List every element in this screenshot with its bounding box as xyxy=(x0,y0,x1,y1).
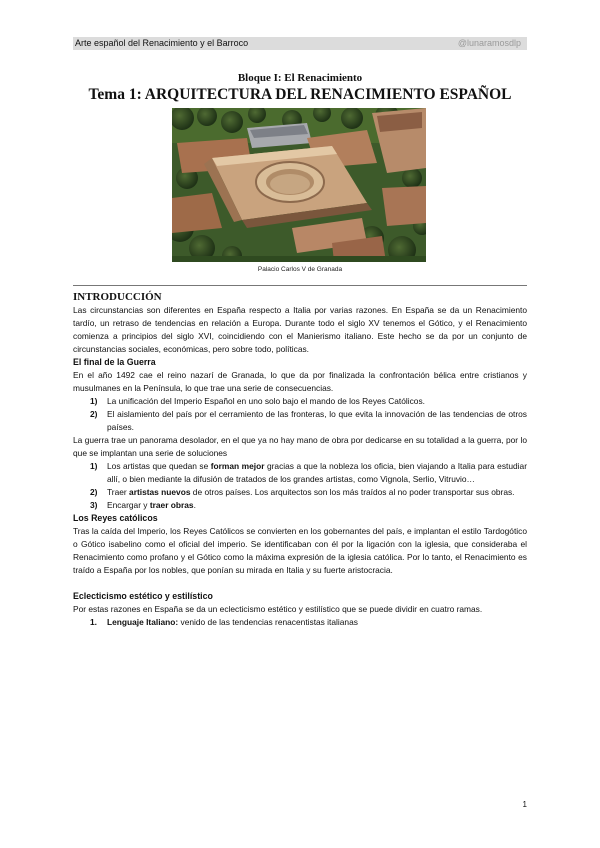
eclecticismo-paragraph: Por estas razones en España se da un eclecticismo estético y estilístico que se puede dividir en cuatro ramas. xyxy=(73,604,483,614)
heading-introduccion: INTRODUCCIÓN xyxy=(73,291,162,303)
list-item: 2) Traer artistas nuevos de otros países. Los arquitectos son los más traídos al no poder transportar sus obras. xyxy=(90,487,515,497)
page-number: 1 xyxy=(522,800,527,809)
branches-list xyxy=(73,616,527,629)
heading-final-guerra: El final de la Guerra xyxy=(73,357,156,367)
list-item: 1) Los artistas que quedan se forman mejor gracias a que la nobleza los oficia, bien viajando a Italia para estudiar allí, o bien mediante la difusión de tratados de los grandes artistas, como Vignola, Serlio, Vitruvio… xyxy=(90,461,527,484)
palace-aerial-photo xyxy=(172,108,426,262)
reyes-paragraph: Tras la caída del Imperio, los Reyes Católicos se convierten en los gobernantes del país, e implantan el estilo Tardogótico o Gótico isabelino como el oficial del imperio. Se identificaban con él por la ligación con la iglesia, que consideraba el Renacimiento como profano y el Gótico como la máxima expresión de la iglesia católica. Por lo tanto, el Renacimiento es traído a España por los nobles, que ponían su mirada en Italia y su fuerte aristocracia. xyxy=(73,526,527,575)
header-course-title: Arte español del Renacimiento y el Barroco xyxy=(75,38,249,48)
page-header xyxy=(73,37,527,50)
heading-eclecticismo: Eclecticismo estético y estilístico xyxy=(73,591,213,601)
list-item: 3) Encargar y traer obras. xyxy=(90,500,196,510)
list-item: 1. Lenguaje Italiano: venido de las tendencias renacentistas italianas xyxy=(90,617,358,627)
list-item: 2) El aislamiento del país por el cerramiento de las fronteras, lo que evita la innovación de las tendencias de otros países. xyxy=(90,409,527,432)
consequences-list xyxy=(73,395,527,434)
heading-reyes-catolicos: Los Reyes católicos xyxy=(73,513,158,523)
header-author-handle: @lunaramosdlp xyxy=(457,38,521,48)
block-label: Bloque I: El Renacimiento xyxy=(237,72,363,84)
list-item: 1) La unificación del Imperio Español en uno solo bajo el mando de los Reyes Católicos. xyxy=(90,396,425,406)
page-title: Tema 1: ARQUITECTURA DEL RENACIMIENTO ESPAÑOL xyxy=(88,86,512,103)
solutions-list xyxy=(73,460,527,512)
guerra-paragraph: En el año 1492 cae el reino nazarí de Granada, lo que da por finalizada la confrontación bélica entre cristianos y musulmanes en la Península, lo que trae una serie de consecuencias. xyxy=(73,370,527,393)
section-divider xyxy=(73,285,527,286)
image-caption: Palacio Carlos V de Granada xyxy=(257,266,343,273)
guerra-paragraph-2: La guerra trae un panorama desolador, en el que ya no hay mano de obra por dedicarse en su totalidad a la guerra, por lo que se implantan una serie de soluciones xyxy=(73,435,527,458)
document-body xyxy=(73,290,527,629)
intro-paragraph: Las circunstancias son diferentes en España respecto a Italia por varias razones. En España se da un Renacimiento tardío, un retraso de tendencias en relación a Europa. Durante todo el siglo XV tenemos el Gótico, y el Renacimiento comienza a principios del siglo XVI, coincidiendo con el Manierismo italiano. Este hecho se da por un conjunto de circunstancias sociales, económicas, pero sobre todo, políticas. xyxy=(73,305,527,354)
